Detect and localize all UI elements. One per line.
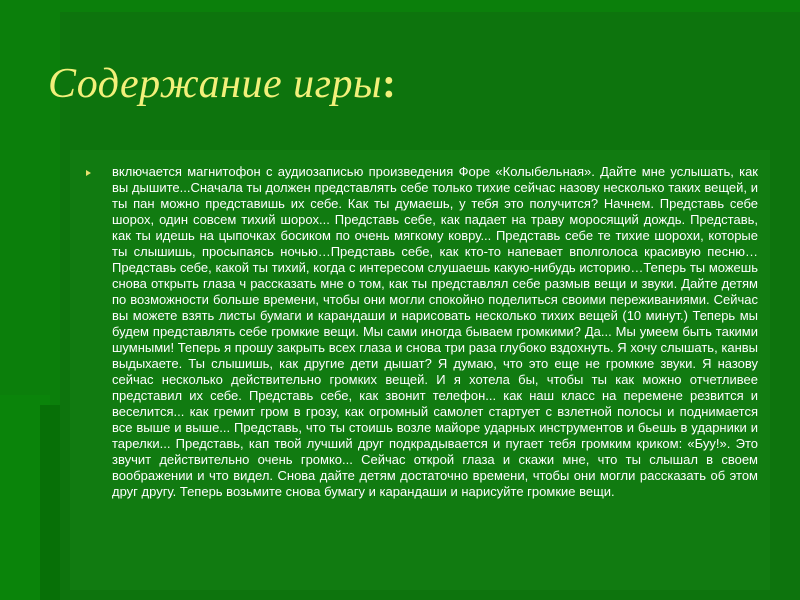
triangle-bullet-icon [86, 170, 91, 176]
slide-title-colon: : [381, 61, 397, 107]
slide-body-text: включается магнитофон с аудиозаписью произведения Форе «Колыбельная». Дайте мне услышать, как вы дышите...Сначала ты должен представлять себе только тихие сейчас назову несколько таких вещей, и ты пан можно представишь их себе. Как ты думаешь, у тебя это получится? Начнем. Представь себе шорох, один совсем тихий шорох... Представь себе, как падает на траву моросящий дождь. Представь, как ты идешь на цыпочках босиком по очень мягкому ковру... Представь себе те тихие шорохи, которые ты слышишь, просыпаясь ночью…Представь себе, как кто-то напевает вполголоса красивую песню… Представь себе, какой ты тихий, когда с интересом слушаешь какую-нибудь историю…Теперь ты можешь снова открыть глаза ч рассказать мне о том, как ты представлял себе размыв вещи и звуки. Дайте детям по возможности больше времени, чтобы они могли спокойно поделиться своими переживаниями. Сейчас вы можете взять листы бумаги и карандаши и нарисовать несколько тихих вещей (10 минут.) Теперь мы будем представлять себе громкие вещи. Мы сами иногда бываем громкими? Да... Мы умеем быть такими шумными! Теперь я прошу закрыть всех глаза и снова три раза глубоко вздохнуть. Я хочу слышать, канвы выдыхаете. Ты слышишь, как другие дети дышат? Я думаю, что это еще не громкие звуки. Я назову сейчас несколько действительно громких вещей. И я хотела бы, чтобы ты как можно отчетливее представил их себе. Представь себе, как звонит телефон... как наш класс на перемене резвится и веселится... как гремит гром в грозу, как огромный самолет стартует с взлетной полосы и поднимается все выше и выше... Представь, что ты стоишь возле майоре ударных инструментов и бьешь в ударники и тарелки... Представь, кап твой лучший друг подкрадывается и пугает тебя громким криком: «Буу!». Это звучит действительно очень громко... Сейчас открой глаза и скажи мне, что ты слышал в своем воображении и что видел. Снова дайте детям достаточно времени, чтобы они могли рассказать об этом друг другу. Теперь возьмите снова бумагу и карандаши и нарисуйте громкие вещи. [112, 164, 758, 499]
slide-title-text: Содержание игры [48, 61, 382, 107]
slide-title [48, 60, 396, 108]
bullet-list-item [86, 164, 758, 500]
